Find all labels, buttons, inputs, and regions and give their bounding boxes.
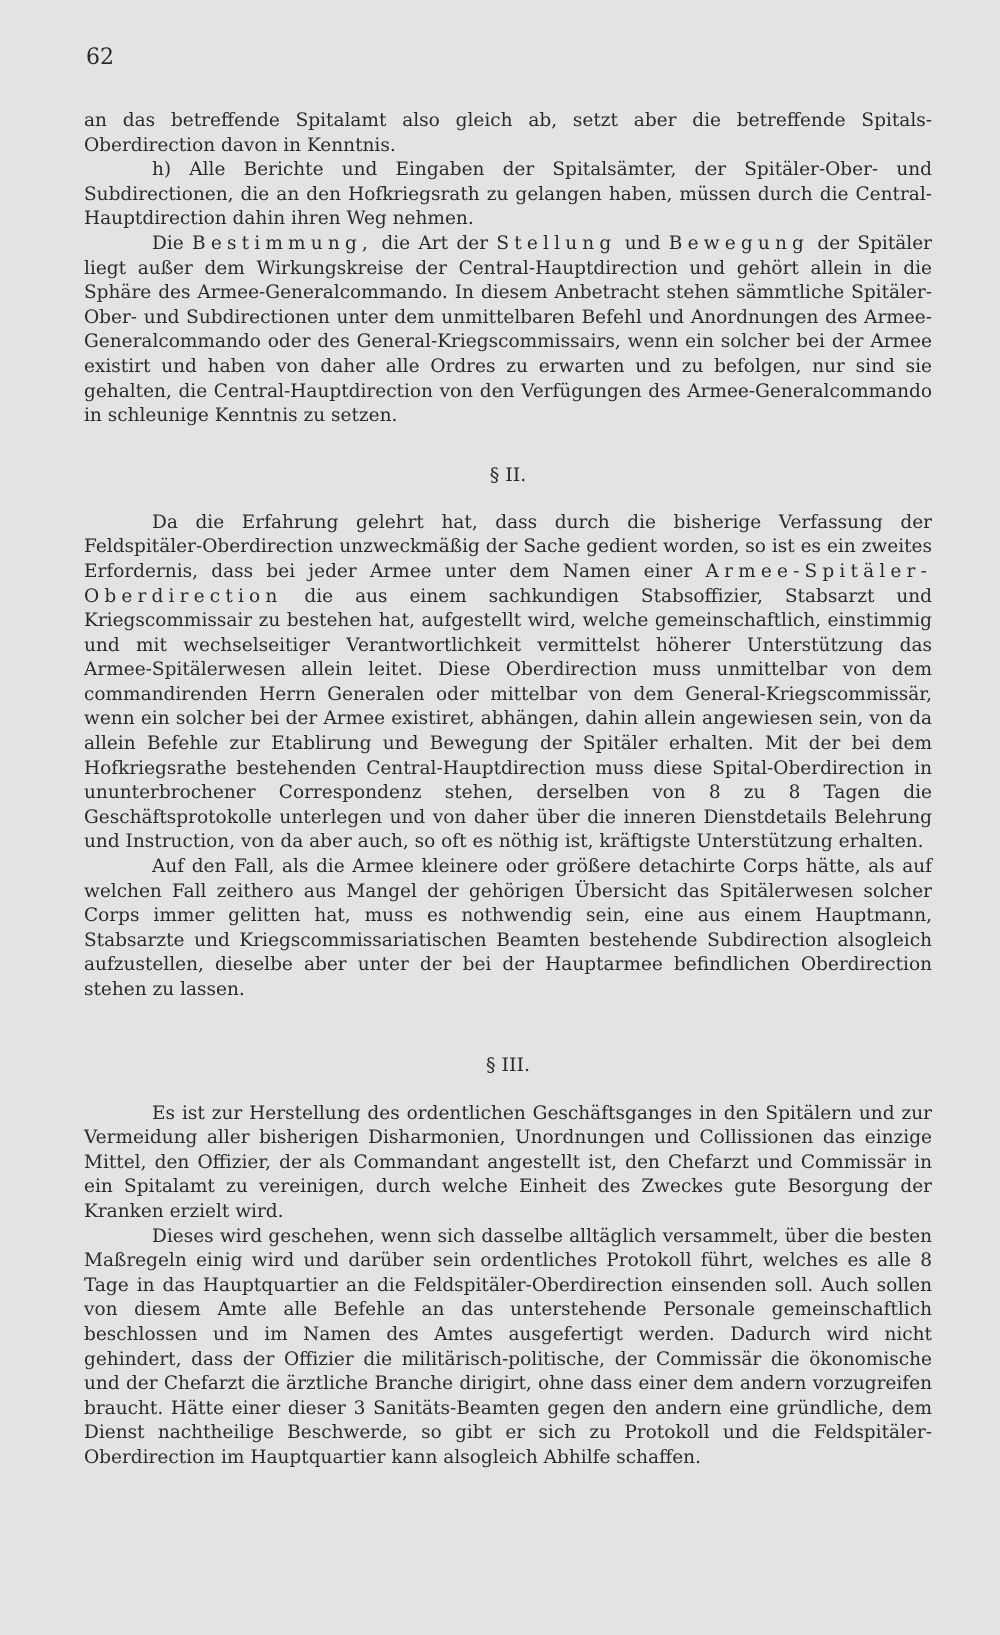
paragraph: Dieses wird geschehen, wenn sich dasselbe alltäglich versammelt, über die besten Maßregeln einig wird und darüber sein ordentliches Protokoll führt, welches es alle 8 Tage in das Hauptquartier an die Feldspitäler-Oberdirection einsenden soll. Auch sollen von diesem Amte alle Befehle an das unterstehende Personale gemeinschaftlich beschlossen und im Namen des Amtes ausgefertigt werden. Dadurch wird nicht gehindert, dass der Offizier die militärisch-politische, der Commissär die ökonomische und der Chefarzt die ärztliche Branche dirigirt, ohne dass einer dem andern vorzugreifen braucht. Hätte einer dieser 3 Sanitäts-Beamten gegen den andern eine gründliche, dem Dienst nachtheilige Beschwerde, so gibt er sich zu Protokoll und die Feldspitäler-Oberdirection im Hauptquartier kann alsogleich Abhilfe schaffen. xyxy=(84,1225,932,1468)
spaced-term: Stellung xyxy=(496,232,617,254)
section-heading-3: § III. xyxy=(485,1053,531,1076)
spaced-term: Armee-Spitäler-Oberdirection xyxy=(84,560,932,607)
text-span: die Art der xyxy=(381,232,489,254)
paragraph-h: h) Alle Berichte und Eingaben der Spitalsämter, der Spitäler-Ober- und Subdirectionen, die an den Hofkriegsrath zu gelangen haben, müssen durch die Central-Hauptdirection dahin ihren Weg nehmen. xyxy=(84,159,932,230)
paragraph xyxy=(84,511,932,855)
paragraph: Auf den Fall, als die Armee kleinere oder größere detachirte Corps hätte, als auf welchen Fall zeithero aus Mangel der gehörigen Übersicht das Spitälerwesen solcher Corps immer gelitten hat, muss es nothwendig sein, eine aus einem Hauptmann, Stabsarzte und Kriegscommissariatischen Beamten bestehende Subdirection alsogleich aufzustellen, dieselbe aber unter der bei der Hauptarmee befindlichen Oberdirection stehen zu lassen. xyxy=(84,856,932,1000)
body-text-section-3 xyxy=(84,1102,932,1471)
page-number: 62 xyxy=(86,45,114,70)
body-text-section-2 xyxy=(84,511,932,1003)
text-span: die aus einem sachkundigen Stabsoffizier, Stabsarzt und Kriegscommissair zu bestehen hat, aufgestellt wird, welche gemeinschaftlich, einstimmig und mit wechselseitiger Verantwortlichkeit vermittelst höherer Unterstützung das Armee-Spitälerwesen allein leitet. Diese Oberdirection muss unmittelbar von dem commandirenden Herrn Generalen oder mittelbar von dem General-Kriegscommissär, wenn ein solcher bei der Armee existiret, abhängen, dahin allein angewiesen sein, von da allein Befehle zur Etablirung und Bewegung der Spitäler erhalten. Mit der bei dem Hofkriegsrathe bestehenden Central-Hauptdirection muss diese Spital-Oberdirection in ununterbrochener Correspondenz stehen, derselben von 8 zu 8 Tagen die Geschäftsprotokolle unterlegen und von daher über die inneren Dienstdetails Belehrung und Instruction, von da aber auch, so oft es nöthig ist, kräftigste Unterstützung erhalten. xyxy=(84,585,932,853)
paragraph: Es ist zur Herstellung des ordentlichen Geschäftsganges in den Spitälern und zur Vermeidung aller bisherigen Disharmonien, Unordnungen und Collissionen das einzige Mittel, den Offizier, der als Commandant angestellt ist, den Chefarzt und Commissär in ein Spitalamt zu vereinigen, durch welche Einheit des Zweckes gute Besorgung der Kranken erzielt wird. xyxy=(84,1102,932,1222)
text-span: Die xyxy=(152,232,184,254)
text-span: und xyxy=(624,232,661,254)
text-span: Da die Erfahrung gelehrt hat, dass durch die bisherige Verfassung der Feldspitäler-Oberdirection unzweckmäßig der Sache gedient worden, so ist es ein zweites Erfordernis, dass bei jeder Armee unter dem Namen einer xyxy=(84,511,932,582)
text-span: der Spitäler liegt außer dem Wirkungskreise der Central-Hauptdirection und gehört allein in die Sphäre des Armee-Generalcommando. In diesem Anbetracht stehen sämmtliche Spitäler-Ober- und Subdirectionen unter dem unmittelbaren Befehl und Anordnungen des Armee-Generalcommando oder des General-Kriegscommissairs, wenn ein solcher bei der Armee existirt und haben von daher alle Ordres zu erwarten und zu befolgen, nur sind sie gehalten, die Central-Hauptdirection von den Verfügungen des Armee-Generalcommando in schleunige Kenntnis zu setzen. xyxy=(84,232,932,427)
section-heading-2: § II. xyxy=(489,463,527,486)
paragraph-continuation: an das betreffende Spitalamt also gleich ab, setzt aber die betreffende Spitals-Oberdirection davon in Kenntnis. xyxy=(84,110,932,156)
body-text-top xyxy=(84,109,932,429)
paragraph-bestimmung xyxy=(84,232,932,429)
spaced-term: Bestimmung, xyxy=(192,232,374,254)
spaced-term: Bewegung xyxy=(668,232,810,254)
